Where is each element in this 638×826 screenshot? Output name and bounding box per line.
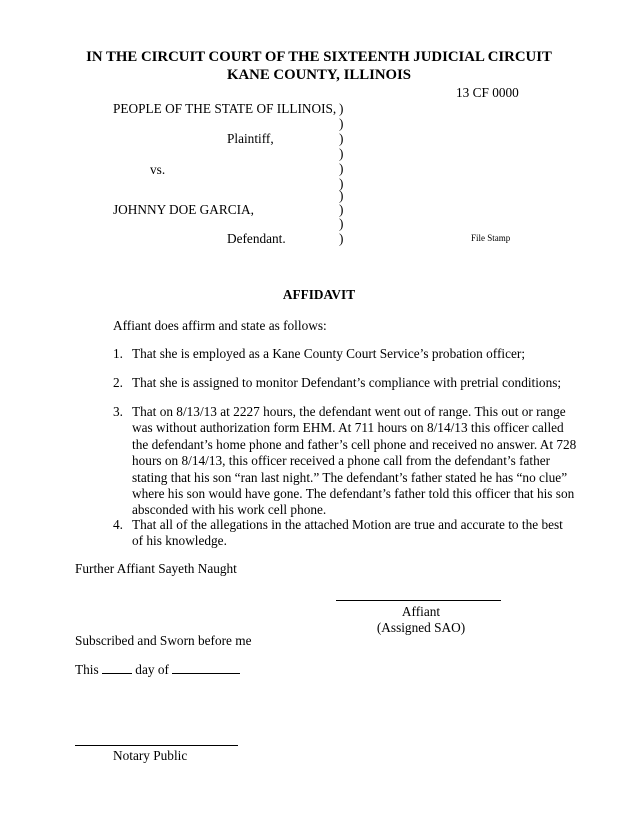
caption-paren: ) <box>339 116 344 131</box>
item-text: That all of the allegations in the attached Motion are true and accurate to the best of his knowledge. <box>132 517 563 549</box>
affiant-sublabel: (Assigned SAO) <box>376 620 466 635</box>
document-title: AFFIDAVIT <box>282 287 356 302</box>
caption-paren: ) <box>339 188 344 203</box>
item-number: 2. <box>113 375 123 390</box>
sworn-date-line <box>75 661 240 678</box>
case-number: 13 CF 0000 <box>456 85 519 100</box>
sworn-statement: Subscribed and Sworn before me <box>75 633 252 648</box>
county-heading: KANE COUNTY, ILLINOIS <box>226 67 412 83</box>
caption-paren: ) <box>339 176 344 191</box>
caption-paren: ) <box>339 146 344 161</box>
notary-label: Notary Public <box>113 748 188 763</box>
closing-statement: Further Affiant Sayeth Naught <box>75 561 237 576</box>
day-blank <box>102 661 132 674</box>
notary-signature-line <box>75 745 238 746</box>
caption-paren: ) <box>339 101 344 116</box>
item-text: That she is assigned to monitor Defendant’s compliance with pretrial conditions; <box>132 375 562 390</box>
day-of-label: day of <box>135 662 169 677</box>
item-number: 4. <box>113 517 123 532</box>
defendant-role: Defendant. <box>227 231 286 246</box>
court-heading: IN THE CIRCUIT COURT OF THE SIXTEENTH JUDICIAL CIRCUIT <box>86 49 552 65</box>
month-blank <box>172 661 240 674</box>
plaintiff-name: PEOPLE OF THE STATE OF ILLINOIS, <box>113 101 337 116</box>
defendant-name: JOHNNY DOE GARCIA, <box>113 202 254 217</box>
plaintiff-role: Plaintiff, <box>227 131 274 146</box>
this-label: This <box>75 662 99 677</box>
caption-paren: ) <box>339 202 344 217</box>
affiant-label: Affiant <box>401 604 441 619</box>
caption-paren: ) <box>339 231 344 246</box>
caption-paren: ) <box>339 131 344 146</box>
versus-label: vs. <box>150 162 166 177</box>
item-text: That she is employed as a Kane County Court Service’s probation officer; <box>132 346 526 361</box>
affiant-signature-line <box>336 600 501 601</box>
item-number: 1. <box>113 346 123 361</box>
file-stamp-label: File Stamp <box>471 233 511 243</box>
caption-paren: ) <box>339 161 344 176</box>
item-text: That on 8/13/13 at 2227 hours, the defendant went out of range. This out or range was without authorization form EHM. At 711 hours on 8/14/13 this officer called the defendant’s home phone and father’s cell phone and received no answer. At 728 hours on 8/14/13, this officer received a phone call from the defendant’s father stating that his son “ran last night.” The defendant’s father stated he has “no clue” where his son would have gone. The defendant’s father told this officer that his son absconded with his work cell phone. <box>132 404 577 518</box>
item-number: 3. <box>113 404 123 419</box>
intro-text: Affiant does affirm and state as follows: <box>113 318 327 333</box>
caption-paren: ) <box>339 216 344 231</box>
